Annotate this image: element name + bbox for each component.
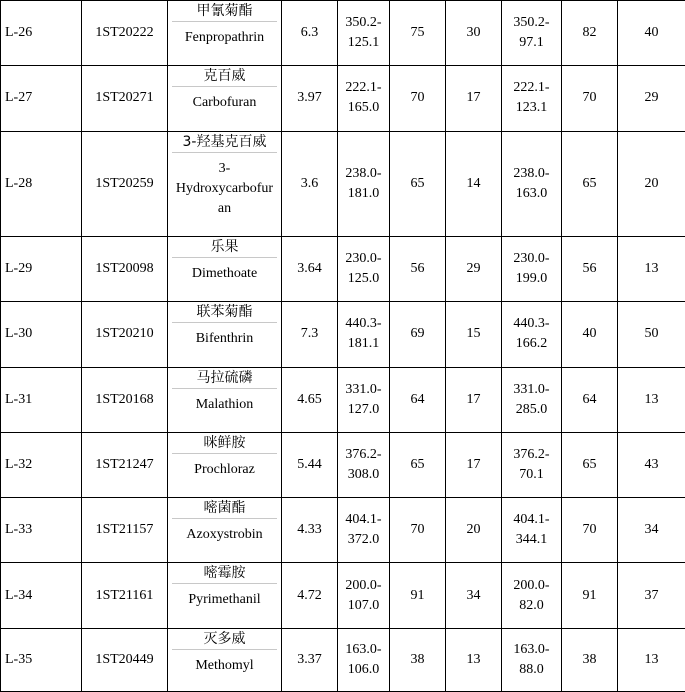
quantifier-transition-cell (338, 237, 390, 302)
compound-name-english: Pyrimethanil (172, 583, 277, 614)
quantifier-ce-cell (390, 432, 446, 497)
quantifier-ce-text: 64 (410, 391, 425, 407)
quantifier-transition-text: 331.0- 127.0 (345, 381, 382, 417)
quantifier-fv-cell (446, 66, 502, 131)
qualifier-transition-cell (502, 1, 562, 66)
compound-name-cell (168, 237, 282, 302)
sample-code-cell (1, 302, 82, 367)
compound-name-english: Dimethoate (172, 257, 277, 288)
retention-time-text: 4.33 (297, 522, 322, 538)
compound-name-english: Carbofuran (172, 86, 277, 117)
qualifier-fv-text: 13 (644, 261, 659, 277)
quantifier-ce-text: 65 (410, 457, 425, 472)
quantifier-fv-cell (446, 563, 502, 628)
quantifier-ce-cell (390, 302, 446, 367)
qualifier-transition-text: 238.0- 163.0 (513, 165, 550, 201)
quantifier-ce-cell (390, 1, 446, 66)
quantifier-transition-cell (338, 628, 390, 691)
table-row (1, 367, 685, 432)
quantifier-transition-text: 163.0- 106.0 (345, 641, 382, 677)
qualifier-ce-cell (562, 432, 618, 497)
quantifier-fv-text: 17 (466, 391, 481, 407)
table-row (1, 237, 685, 302)
quantifier-fv-cell (446, 628, 502, 691)
sample-code-text: L-34 (5, 587, 33, 603)
compound-name-wrap (168, 498, 281, 562)
quantifier-ce-text: 56 (410, 261, 425, 277)
standard-id-cell (82, 1, 168, 66)
qualifier-ce-cell (562, 498, 618, 563)
qualifier-transition-cell (502, 498, 562, 563)
sample-code-cell (1, 1, 82, 66)
retention-time-text: 3.64 (297, 261, 322, 277)
standard-id-text: 1ST21157 (95, 522, 154, 538)
retention-time-cell (282, 66, 338, 131)
quantifier-transition-cell (338, 563, 390, 628)
qualifier-transition-text: 376.2- 70.1 (513, 447, 550, 482)
compound-name-cell (168, 302, 282, 367)
table-row (1, 628, 685, 691)
compound-name-chinese: 嘧霉胺 (203, 565, 246, 582)
qualifier-ce-text: 56 (582, 261, 597, 277)
qualifier-transition-cell (502, 432, 562, 497)
quantifier-ce-cell (390, 131, 446, 236)
compound-name-chinese: 咪鲜胺 (203, 434, 246, 451)
quantifier-ce-cell (390, 628, 446, 691)
quantifier-ce-cell (390, 237, 446, 302)
qualifier-fv-text: 13 (644, 651, 659, 667)
qualifier-fv-cell (618, 237, 685, 302)
sample-code-cell (1, 131, 82, 236)
retention-time-text: 3.37 (297, 651, 322, 667)
compound-name-chinese: 甲氰菊酯 (196, 3, 253, 19)
standard-id-text: 1ST20259 (95, 175, 154, 191)
compound-name-english: Prochloraz (172, 453, 277, 484)
quantifier-fv-text: 17 (466, 90, 481, 106)
compound-name-english: Fenpropathrin (172, 21, 277, 52)
quantifier-fv-text: 30 (466, 25, 481, 41)
sample-code-cell (1, 66, 82, 131)
table-row (1, 1, 685, 66)
qualifier-transition-text: 350.2- 97.1 (513, 15, 550, 51)
qualifier-fv-text: 37 (644, 587, 659, 603)
retention-time-cell (282, 432, 338, 497)
qualifier-transition-cell (502, 131, 562, 236)
compound-name-chinese: 马拉硫磷 (196, 369, 253, 386)
qualifier-ce-cell (562, 66, 618, 131)
qualifier-transition-text: 440.3- 166.2 (513, 316, 550, 352)
compound-name-chinese: 乐果 (210, 239, 239, 256)
qualifier-ce-cell (562, 628, 618, 691)
quantifier-fv-text: 13 (466, 651, 481, 667)
quantifier-transition-cell (338, 367, 390, 432)
sample-code-text: L-35 (5, 651, 33, 667)
retention-time-cell (282, 628, 338, 691)
qualifier-transition-cell (502, 628, 562, 691)
qualifier-transition-text: 230.0- 199.0 (513, 251, 550, 287)
qualifier-ce-text: 65 (582, 175, 597, 191)
quantifier-ce-text: 69 (410, 326, 425, 342)
quantifier-fv-cell (446, 131, 502, 236)
standard-id-cell (82, 628, 168, 691)
compound-name-wrap (168, 1, 281, 65)
quantifier-transition-cell (338, 302, 390, 367)
quantifier-fv-text: 34 (466, 587, 481, 603)
quantifier-fv-text: 17 (466, 457, 481, 472)
compound-name-chinese: 克百威 (203, 68, 246, 85)
sample-code-text: L-32 (5, 457, 33, 472)
qualifier-ce-cell (562, 563, 618, 628)
retention-time-cell (282, 302, 338, 367)
quantifier-ce-cell (390, 498, 446, 563)
quantifier-ce-text: 70 (410, 90, 425, 106)
sample-code-text: L-31 (5, 391, 33, 407)
quantifier-fv-text: 14 (466, 175, 481, 191)
compound-name-english: Methomyl (172, 649, 277, 680)
quantifier-ce-text: 70 (410, 522, 425, 538)
qualifier-transition-text: 331.0- 285.0 (513, 381, 550, 417)
quantifier-fv-text: 29 (466, 261, 481, 277)
qualifier-ce-cell (562, 237, 618, 302)
standard-id-text: 1ST21161 (95, 587, 154, 603)
standard-id-cell (82, 432, 168, 497)
qualifier-transition-text: 222.1- 123.1 (513, 80, 550, 116)
quantifier-transition-cell (338, 1, 390, 66)
compound-name-cell (168, 367, 282, 432)
quantifier-transition-text: 376.2- 308.0 (345, 447, 382, 482)
quantifier-fv-cell (446, 432, 502, 497)
quantifier-ce-cell (390, 367, 446, 432)
standard-id-cell (82, 498, 168, 563)
compound-name-cell (168, 563, 282, 628)
standard-id-text: 1ST20222 (95, 25, 154, 41)
retention-time-cell (282, 498, 338, 563)
quantifier-ce-cell (390, 563, 446, 628)
table-row (1, 432, 685, 497)
table-body (1, 1, 685, 692)
quantifier-transition-text: 222.1- 165.0 (345, 80, 382, 116)
sample-code-text: L-33 (5, 522, 33, 538)
qualifier-transition-text: 200.0- 82.0 (513, 577, 550, 613)
qualifier-ce-text: 40 (582, 326, 597, 342)
qualifier-transition-cell (502, 66, 562, 131)
retention-time-text: 4.65 (297, 391, 322, 407)
standard-id-cell (82, 302, 168, 367)
qualifier-fv-cell (618, 1, 685, 66)
retention-time-text: 3.97 (297, 90, 322, 106)
compound-name-cell (168, 1, 282, 66)
qualifier-ce-cell (562, 131, 618, 236)
qualifier-fv-cell (618, 367, 685, 432)
table-row (1, 131, 685, 236)
sample-code-cell (1, 367, 82, 432)
table-row (1, 498, 685, 563)
standard-id-cell (82, 563, 168, 628)
qualifier-fv-cell (618, 628, 685, 691)
retention-time-cell (282, 563, 338, 628)
standard-id-cell (82, 367, 168, 432)
standard-id-text: 1ST20098 (95, 261, 154, 277)
retention-time-text: 4.72 (297, 587, 322, 603)
quantifier-transition-cell (338, 498, 390, 563)
qualifier-fv-text: 34 (644, 522, 659, 538)
qualifier-ce-cell (562, 1, 618, 66)
quantifier-transition-cell (338, 432, 390, 497)
quantifier-transition-cell (338, 66, 390, 131)
qualifier-ce-text: 70 (582, 90, 597, 106)
quantifier-ce-text: 75 (410, 25, 425, 41)
retention-time-text: 7.3 (300, 326, 319, 342)
sample-code-cell (1, 432, 82, 497)
qualifier-transition-cell (502, 237, 562, 302)
qualifier-transition-text: 404.1- 344.1 (513, 512, 550, 548)
retention-time-cell (282, 237, 338, 302)
standard-id-cell (82, 66, 168, 131)
quantifier-ce-cell (390, 66, 446, 131)
compound-name-chinese: 灭多威 (203, 630, 246, 647)
qualifier-fv-cell (618, 131, 685, 236)
standard-id-text: 1ST21247 (95, 457, 154, 472)
standard-id-cell (82, 237, 168, 302)
qualifier-ce-text: 38 (582, 651, 597, 667)
quantifier-fv-text: 15 (466, 326, 481, 342)
quantifier-fv-cell (446, 237, 502, 302)
quantifier-fv-text: 20 (466, 522, 481, 538)
compound-name-chinese: 3-羟基克百威 (182, 133, 267, 150)
quantifier-transition-text: 404.1- 372.0 (345, 512, 382, 548)
standard-id-text: 1ST20168 (95, 391, 154, 407)
compound-name-wrap (168, 368, 281, 432)
quantifier-ce-text: 38 (410, 651, 425, 667)
compound-name-wrap (168, 66, 281, 130)
qualifier-fv-text: 13 (644, 391, 659, 407)
quantifier-fv-cell (446, 498, 502, 563)
qualifier-ce-cell (562, 367, 618, 432)
retention-time-text: 6.3 (300, 25, 319, 41)
qualifier-transition-text: 163.0- 88.0 (513, 641, 550, 677)
table-row (1, 66, 685, 131)
qualifier-ce-cell (562, 302, 618, 367)
compound-name-wrap (168, 132, 281, 236)
quantifier-ce-text: 91 (410, 587, 425, 603)
qualifier-ce-text: 64 (582, 391, 597, 407)
compound-name-chinese: 联苯菊酯 (196, 304, 253, 321)
qualifier-transition-cell (502, 563, 562, 628)
compound-name-wrap (168, 629, 281, 691)
quantifier-fv-cell (446, 367, 502, 432)
retention-time-cell (282, 1, 338, 66)
table-row (1, 302, 685, 367)
quantifier-fv-cell (446, 302, 502, 367)
quantifier-transition-text: 238.0- 181.0 (345, 165, 382, 201)
qualifier-ce-text: 91 (582, 587, 597, 603)
qualifier-fv-cell (618, 302, 685, 367)
sample-code-cell (1, 628, 82, 691)
sample-code-cell (1, 563, 82, 628)
retention-time-text: 5.44 (297, 457, 322, 472)
qualifier-fv-text: 40 (644, 25, 659, 41)
compound-name-wrap (168, 237, 281, 301)
quantifier-transition-text: 350.2- 125.1 (345, 15, 382, 51)
compound-name-cell (168, 432, 282, 497)
compound-name-english: Malathion (172, 388, 277, 419)
compound-name-cell (168, 628, 282, 691)
qualifier-fv-cell (618, 432, 685, 497)
standard-id-text: 1ST20271 (95, 90, 154, 106)
compound-name-cell (168, 498, 282, 563)
qualifier-fv-cell (618, 498, 685, 563)
standard-id-cell (82, 131, 168, 236)
compound-name-cell (168, 131, 282, 236)
qualifier-fv-text: 50 (644, 326, 659, 342)
quantifier-ce-text: 65 (410, 175, 425, 191)
quantifier-transition-text: 200.0- 107.0 (345, 577, 382, 613)
compound-name-english: 3- Hydroxycarbofur an (172, 152, 277, 223)
sample-code-text: L-29 (5, 261, 33, 277)
qualifier-transition-cell (502, 302, 562, 367)
sample-code-text: L-30 (5, 326, 33, 342)
compound-name-cell (168, 66, 282, 131)
compound-name-chinese: 嘧菌酯 (203, 500, 246, 517)
compound-name-english: Bifenthrin (172, 322, 277, 353)
qualifier-fv-text: 20 (644, 175, 659, 191)
sample-code-text: L-26 (5, 25, 33, 41)
sample-code-text: L-27 (5, 90, 33, 106)
quantifier-transition-text: 440.3- 181.1 (345, 316, 382, 352)
sample-code-text: L-28 (5, 175, 33, 191)
quantifier-fv-cell (446, 1, 502, 66)
qualifier-fv-text: 29 (644, 90, 659, 106)
retention-time-cell (282, 131, 338, 236)
sample-code-cell (1, 237, 82, 302)
quantifier-transition-cell (338, 131, 390, 236)
retention-time-cell (282, 367, 338, 432)
qualifier-fv-cell (618, 563, 685, 628)
qualifier-fv-cell (618, 66, 685, 131)
qualifier-transition-cell (502, 367, 562, 432)
sample-code-cell (1, 498, 82, 563)
standard-id-text: 1ST20449 (95, 651, 154, 667)
compound-name-wrap (168, 563, 281, 627)
qualifier-ce-text: 65 (582, 457, 597, 472)
compound-name-english: Azoxystrobin (172, 518, 277, 549)
qualifier-ce-text: 82 (582, 25, 597, 41)
standard-id-text: 1ST20210 (95, 326, 154, 342)
compound-name-wrap (168, 433, 281, 497)
compound-name-wrap (168, 302, 281, 366)
qualifier-ce-text: 70 (582, 522, 597, 538)
quantifier-transition-text: 230.0- 125.0 (345, 251, 382, 287)
table-row (1, 563, 685, 628)
retention-time-text: 3.6 (300, 175, 319, 191)
qualifier-fv-text: 43 (644, 457, 659, 472)
